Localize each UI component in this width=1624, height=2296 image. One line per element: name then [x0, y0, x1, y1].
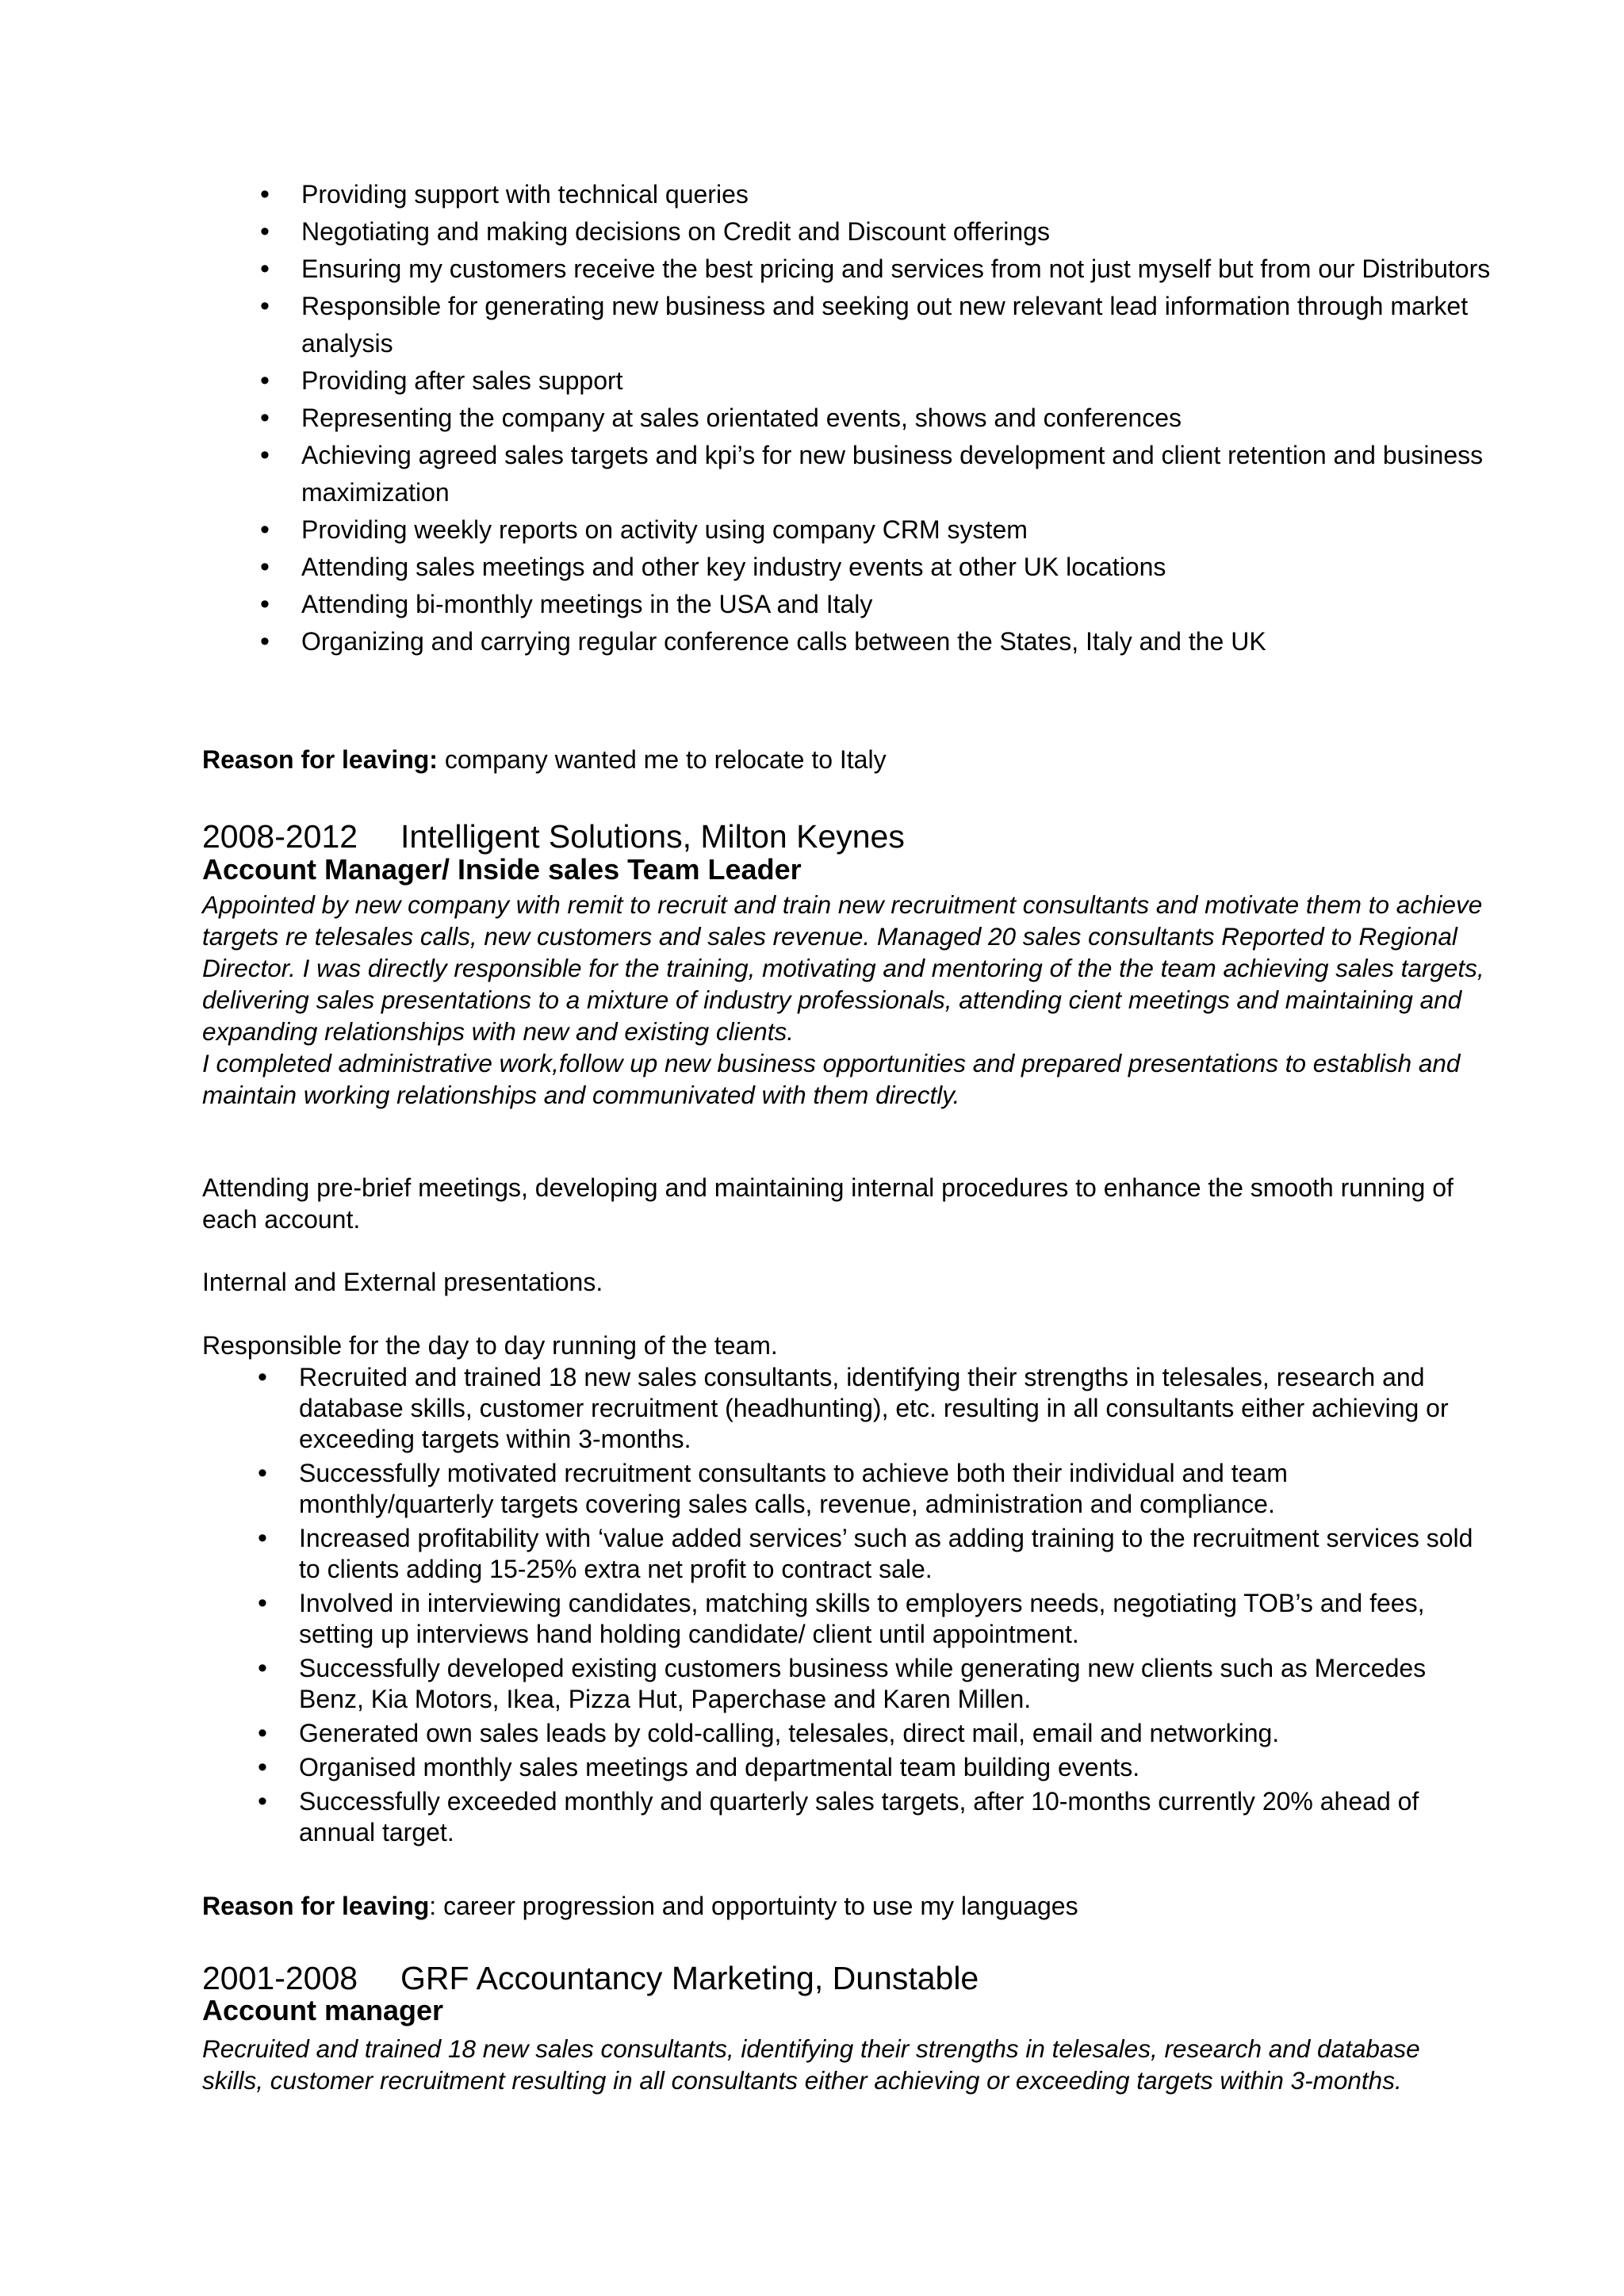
list-item: • Representing the company at sales orientated events, shows and conferences: [301, 400, 1491, 437]
list-item: • Attending sales meetings and other key industry events at other UK locations: [301, 549, 1491, 586]
job-heading: [202, 1958, 979, 1998]
job-description: [202, 2033, 1487, 2096]
list-item: • Negotiating and making decisions on Credit and Discount offerings: [301, 213, 1491, 251]
list-item: • Providing support with technical queries: [301, 176, 1491, 213]
job-heading: [202, 817, 905, 856]
description-paragraph: Recruited and trained 18 new sales consultants, identifying their strengths in telesales, research and database skills, customer recruitment resulting in all consultants either achieving or exceeding targets within 3-months.: [202, 2034, 1420, 2095]
reason-label: Reason for leaving:: [202, 745, 438, 774]
description-paragraph: Appointed by new company with remit to recruit and train new recruitment consultants and motivate them to achieve targets re telesales calls, new customers and sales revenue. Managed 20 sales consultants Reported to Regional Director. I was directly responsible for the training, motivating and mentoring of the the team achieving sales targets, delivering sales presentations to a mixture of industry professionals, attending cient meetings and maintaining and expanding relationships with new and existing clients.: [202, 890, 1484, 1046]
achievements-list: [299, 1362, 1488, 1851]
list-item: • Increased profitability with ‘value added services’ such as adding training to the recruitment services sold to clients adding 15-25% extra net profit to contract sale.: [299, 1523, 1488, 1585]
job-title: Account manager: [202, 1994, 444, 2026]
responsibilities-list: [301, 176, 1491, 660]
job-years: 2001-2008: [202, 1960, 358, 1996]
job-title: Account Manager/ Inside sales Team Leader: [202, 853, 802, 886]
list-item: • Organised monthly sales meetings and departmental team building events.: [299, 1752, 1488, 1783]
list-item: • Responsible for generating new business and seeking out new relevant lead information through market analysis: [301, 288, 1491, 362]
list-item: • Ensuring my customers receive the best pricing and services from not just myself but from our Distributors: [301, 251, 1491, 288]
list-item: • Involved in interviewing candidates, matching skills to employers needs, negotiating TOB’s and fees, setting up interviews hand holding candidate/ client until appointment.: [299, 1588, 1488, 1650]
description-paragraph: I completed administrative work,follow up new business opportunities and prepared presentations to establish and maintain working relationships and communivated with them directly.: [202, 1049, 1461, 1109]
reason-for-leaving: [202, 744, 887, 775]
list-item: • Successfully developed existing customers business while generating new clients such as Mercedes Benz, Kia Motors, Ikea, Pizza Hut, Paperchase and Karen Millen.: [299, 1653, 1488, 1715]
paragraph: Responsible for the day to day running of the team.: [202, 1331, 778, 1360]
list-item: • Generated own sales leads by cold-calling, telesales, direct mail, email and networking.: [299, 1718, 1488, 1749]
reason-for-leaving: [202, 1890, 1078, 1922]
list-item: • Successfully exceeded monthly and quarterly sales targets, after 10-months currently 20% ahead of annual target.: [299, 1786, 1488, 1848]
list-item: • Organizing and carrying regular conference calls between the States, Italy and the UK: [301, 623, 1491, 660]
reason-label: Reason for leaving: [202, 1892, 430, 1920]
list-item: • Achieving agreed sales targets and kpi’s for new business development and client retention and business maximization: [301, 437, 1491, 511]
list-item: • Recruited and trained 18 new sales consultants, identifying their strengths in telesales, research and database skills, customer recruitment (headhunting), etc. resulting in all consultants either achieving or exceeding targets within 3-months.: [299, 1362, 1488, 1455]
job-description: [202, 889, 1487, 1111]
paragraph: Internal and External presentations.: [202, 1268, 603, 1296]
reason-text: company wanted me to relocate to Italy: [437, 745, 887, 774]
list-item: • Attending bi-monthly meetings in the USA and Italy: [301, 586, 1491, 623]
job-years: 2008-2012: [202, 818, 358, 855]
job-company: GRF Accountancy Marketing, Dunstable: [400, 1960, 979, 1996]
list-item: • Providing weekly reports on activity using company CRM system: [301, 511, 1491, 549]
list-item: • Providing after sales support: [301, 362, 1491, 400]
reason-text: : career progression and opportuinty to use my languages: [429, 1892, 1078, 1920]
paragraph: Attending pre-brief meetings, developing and maintaining internal procedures to enhance the smooth running of each account.: [202, 1173, 1454, 1234]
job-company: Intelligent Solutions, Milton Keynes: [400, 818, 905, 855]
list-item: • Successfully motivated recruitment consultants to achieve both their individual and team monthly/quarterly targets covering sales calls, revenue, administration and compliance.: [299, 1458, 1488, 1520]
